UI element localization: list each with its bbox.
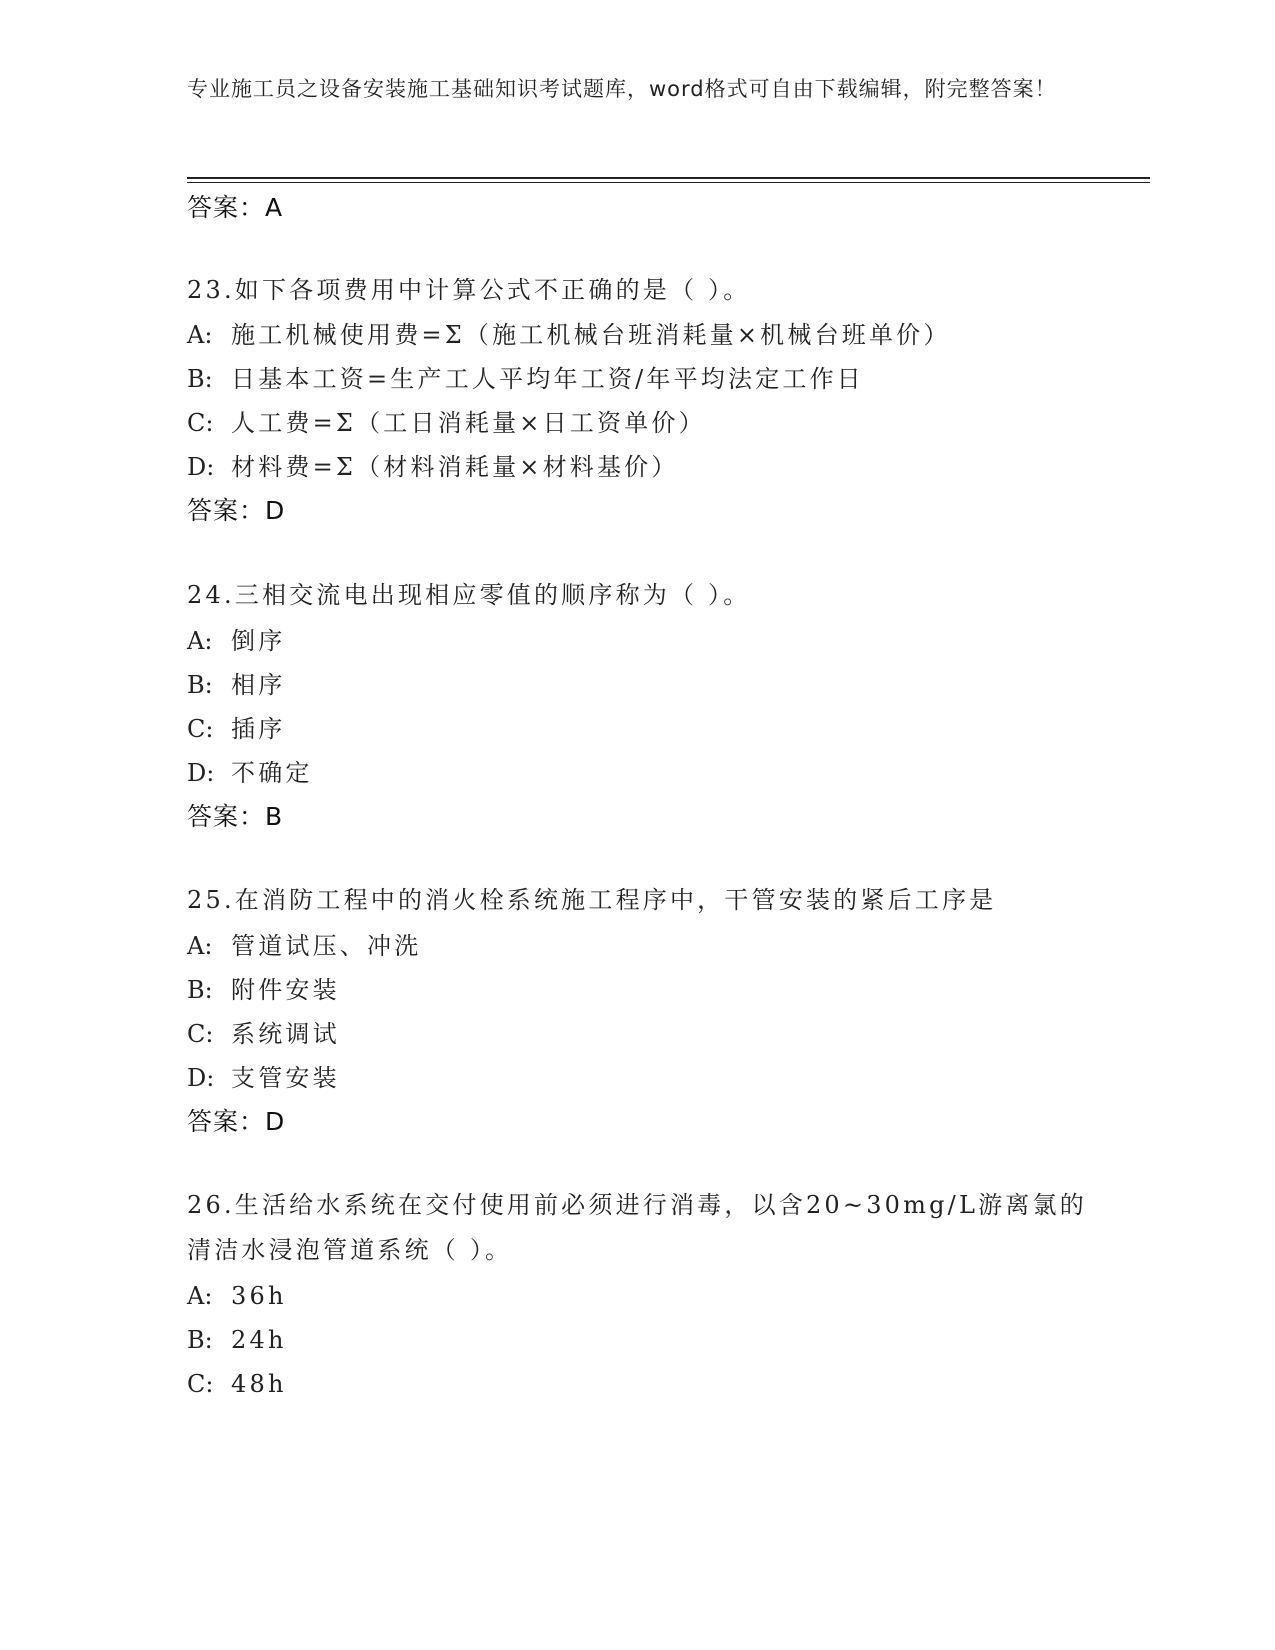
answer-line: 答案：B: [187, 802, 284, 831]
option-label: C:: [187, 409, 214, 437]
option-label: A:: [187, 627, 213, 655]
option-a: [187, 623, 285, 659]
option-c: [187, 405, 706, 441]
option-text: 日基本工资=生产工人平均年工资/年平均法定工作日: [231, 365, 864, 393]
option-text: 人工费=Σ（工日消耗量×日工资单价）: [231, 409, 706, 437]
option-label: D:: [187, 453, 215, 481]
option-text: 插序: [231, 715, 286, 743]
option-b: [187, 667, 285, 703]
option-label: B:: [187, 365, 213, 393]
option-text: 材料费=Σ（材料消耗量×材料基价）: [231, 453, 679, 481]
option-label: A:: [187, 321, 213, 349]
option-text: 相序: [231, 671, 286, 699]
question-stem: 23.如下各项费用中计算公式不正确的是（ ）。: [187, 276, 751, 304]
header-rule: [187, 177, 1150, 179]
option-label: C:: [187, 1370, 214, 1398]
option-text: 系统调试: [231, 1020, 340, 1048]
option-text: 附件安装: [231, 976, 340, 1004]
option-text: 倒序: [231, 627, 286, 655]
option-label: C:: [187, 1020, 214, 1048]
option-text: 24h: [231, 1326, 287, 1354]
answer-line: 答案：D: [187, 496, 286, 525]
option-text: 48h: [231, 1370, 287, 1398]
option-label: B:: [187, 1326, 213, 1354]
option-label: C:: [187, 715, 214, 743]
option-label: B:: [187, 976, 213, 1004]
question-stem: 25.在消防工程中的消火栓系统施工程序中，干管安装的紧后工序是: [187, 886, 997, 914]
question-stem: 24.三相交流电出现相应零值的顺序称为（ ）。: [187, 581, 751, 609]
option-label: A:: [187, 1282, 213, 1310]
option-label: B:: [187, 671, 213, 699]
option-a: [187, 317, 951, 353]
option-text: 管道试压、冲洗: [231, 932, 422, 960]
option-text: 施工机械使用费=Σ（施工机械台班消耗量×机械台班单价）: [231, 321, 951, 349]
option-c: [187, 1016, 340, 1052]
page-header: [187, 72, 1067, 106]
option-b: [187, 1322, 287, 1358]
option-label: D:: [187, 1064, 215, 1092]
header-text: 专业施工员之设备安装施工基础知识考试题库，word格式可自由下载编辑，附完整答案！: [187, 77, 1057, 101]
option-d: [187, 755, 313, 791]
option-a: [187, 1278, 287, 1314]
option-text: 不确定: [231, 759, 313, 787]
header-rule-thin: [187, 182, 1150, 183]
option-label: A:: [187, 932, 213, 960]
question-stem: 26.生活给水系统在交付使用前必须进行消毒，以含20~30mg/L游离氯的清洁水浸泡管道系统（ ）。: [187, 1191, 1087, 1264]
option-c: [187, 1366, 287, 1402]
option-d: [187, 1060, 340, 1096]
answer-line: 答案：A: [187, 193, 284, 222]
option-d: [187, 449, 679, 485]
option-b: [187, 361, 864, 397]
answer-line: 答案：D: [187, 1107, 286, 1136]
option-a: [187, 928, 421, 964]
option-label: D:: [187, 759, 215, 787]
option-text: 36h: [231, 1282, 287, 1310]
option-text: 支管安装: [231, 1064, 340, 1092]
option-b: [187, 972, 340, 1008]
option-c: [187, 711, 285, 747]
